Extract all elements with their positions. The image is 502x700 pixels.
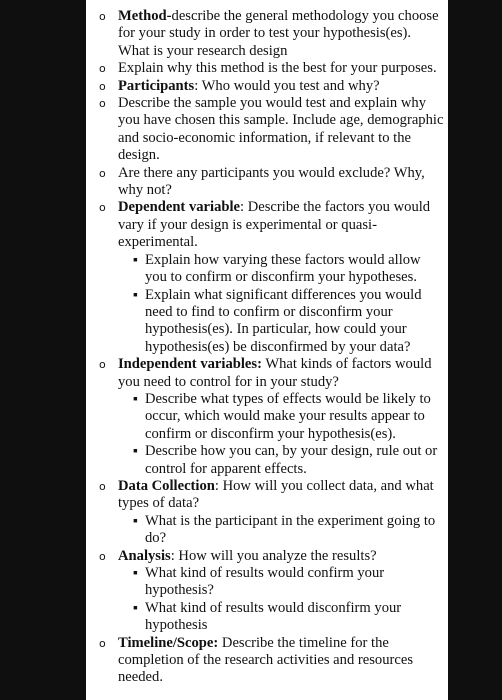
item-text: describe the general methodology you choose for your study in order to test your hypothesis(es). What is your research design xyxy=(118,8,439,59)
sub-item-text: Explain how varying these factors would allow you to confirm or disconfirm your hypotheses. xyxy=(145,251,421,286)
square-bullet-icon: ▪ xyxy=(133,444,138,460)
sub-item-text: Describe how you can, by your design, rule out or control for apparent effects. xyxy=(145,443,438,477)
sub-item-text: Describe what types of effects would be likely to occur, which would make your results appear to confirm or disconfirm your hypothesis(es). xyxy=(145,390,431,442)
sub-list-item xyxy=(86,513,448,548)
circle-bullet-icon: o xyxy=(99,166,106,180)
circle-bullet-icon: o xyxy=(99,358,106,372)
document-page xyxy=(86,0,448,700)
item-heading: Dependent variable xyxy=(118,199,241,216)
item-text: : How will you collect data, and what types of data? xyxy=(118,477,434,512)
item-heading: Timeline/Scope: xyxy=(118,634,219,651)
sub-list-item xyxy=(86,287,448,357)
outline-list xyxy=(86,8,448,687)
list-item xyxy=(86,78,448,95)
list-item xyxy=(86,199,448,251)
list-item xyxy=(86,60,448,77)
list-item xyxy=(86,356,448,391)
item-text: Describe the timeline for the completion of the research activities and resources needed. xyxy=(118,634,413,686)
circle-bullet-icon: o xyxy=(99,636,106,650)
square-bullet-icon: ▪ xyxy=(133,252,138,268)
item-text: Explain why this method is the best for your purposes. xyxy=(118,60,437,77)
sub-list-item xyxy=(86,443,448,478)
square-bullet-icon: ▪ xyxy=(133,287,138,303)
sub-list-item xyxy=(86,565,448,600)
sub-list-item xyxy=(86,391,448,443)
circle-bullet-icon: o xyxy=(99,97,106,111)
square-bullet-icon: ▪ xyxy=(133,566,138,581)
list-item xyxy=(86,165,448,200)
circle-bullet-icon: o xyxy=(99,10,106,23)
item-text: : Describe the factors you would vary if your design is experimental or quasi-experimental. xyxy=(118,199,431,251)
sub-item-text: Explain what significant differences you would need to find to confirm or disconfirm your hypothesis(es). In particular, how could your hypothesis(es) be disconfirmed by your data? xyxy=(145,286,422,355)
square-bullet-icon: ▪ xyxy=(133,513,138,529)
sub-list-item xyxy=(86,252,448,287)
list-item xyxy=(86,478,448,513)
item-heading: Analysis xyxy=(118,547,171,564)
sub-item-text: What is the participant in the experiment going to do? xyxy=(145,512,436,547)
sub-list-item xyxy=(86,600,448,635)
circle-bullet-icon: o xyxy=(99,62,106,76)
sub-item-text: What kind of results would disconfirm your hypothesis xyxy=(145,599,402,634)
circle-bullet-icon: o xyxy=(99,79,106,93)
item-text: : Who would you test and why? xyxy=(194,77,380,94)
list-item xyxy=(86,548,448,565)
item-heading: Participants xyxy=(118,77,195,94)
sub-item-text: What kind of results would confirm your hypothesis? xyxy=(145,565,385,599)
item-text: Are there any participants you would exclude? Why, why not? xyxy=(118,164,425,199)
item-heading: Data Collection xyxy=(118,477,215,494)
item-heading: Method- xyxy=(118,8,172,24)
list-item xyxy=(86,635,448,687)
square-bullet-icon: ▪ xyxy=(133,600,138,616)
circle-bullet-icon: o xyxy=(99,549,106,563)
circle-bullet-icon: o xyxy=(99,479,106,493)
item-text: : How will you analyze the results? xyxy=(170,547,377,564)
list-item xyxy=(86,95,448,165)
item-text: Describe the sample you would test and explain why you have chosen this sample. Include age, demographic and socio-economic information, if relevant to the design. xyxy=(118,95,444,164)
circle-bullet-icon: o xyxy=(99,201,106,215)
item-heading: Independent variables: xyxy=(118,356,262,373)
item-text: What kinds of factors would you need to control for in your study? xyxy=(118,356,432,390)
square-bullet-icon: ▪ xyxy=(133,391,138,407)
list-item xyxy=(86,8,448,60)
